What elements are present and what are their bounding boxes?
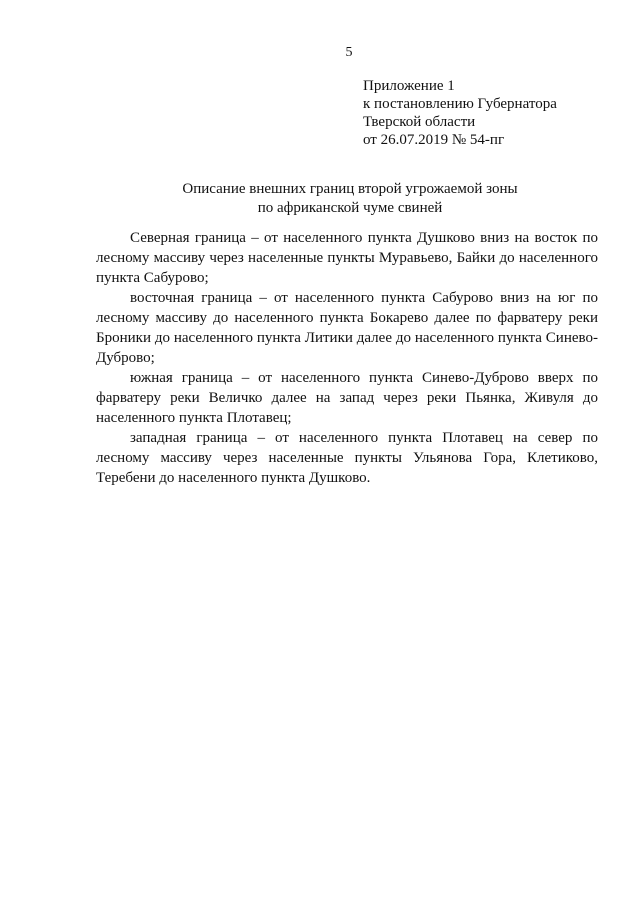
appendix-line: Приложение 1 [363,78,455,94]
paragraph-south-border: южная граница – от населенного пункта Синево-Дуброво вверх по фарватеру реки Величко далее на запад через реки Пьянка, Живуля до населенного пункта Плотавец; [96,370,598,426]
appendix-block [363,77,557,149]
appendix-line: к постановлению Губернатора [363,96,557,112]
document-title-line: по африканской чуме свиней [257,200,443,216]
page-number: 5 [345,45,353,60]
appendix-line: от 26.07.2019 № 54-пг [363,132,505,148]
paragraph-north-border: Северная граница – от населенного пункта Душково вниз на восток по лесному массиву через населенные пункты Муравьево, Байки до населенного пункта Сабурово; [96,230,598,286]
document-title [90,180,610,218]
paragraph-west-border: западная граница – от населенного пункта Плотавец на север по лесному массиву через населенные пункты Ульянова Гора, Клетиково, Теребени до населенного пункта Душково. [96,430,598,486]
appendix-line: Тверской области [363,114,476,130]
document-title-line: Описание внешних границ второй угрожаемой зоны [182,181,518,197]
document-body [96,228,598,488]
paragraph-east-border: восточная граница – от населенного пункта Сабурово вниз на юг по лесному массиву до населенного пункта Бокарево далее по фарватеру реки Броники до населенного пункта Литики далее до населенного пункта Синево-Дуброво; [96,290,598,366]
